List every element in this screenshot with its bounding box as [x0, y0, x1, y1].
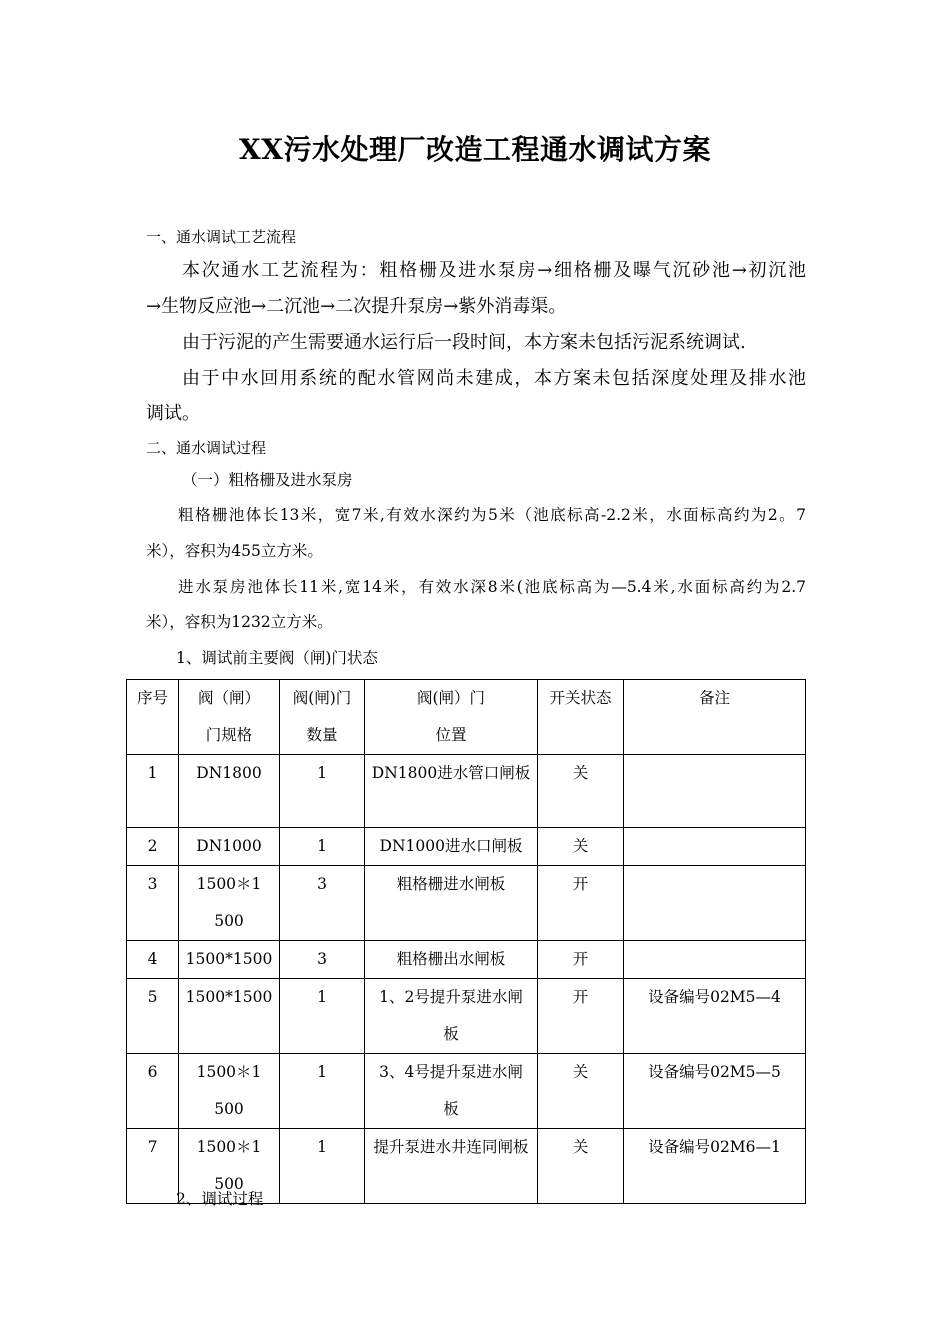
- table-row: [127, 1054, 806, 1129]
- section-heading-process-flow: 一、通水调试工艺流程: [146, 228, 297, 246]
- cell-location: 粗格栅出水闸板: [365, 941, 538, 979]
- item-valve-status-heading: 1、调试前主要阀（闸)门状态: [176, 649, 378, 667]
- header-no: 序号: [127, 680, 179, 755]
- cell-state: 开: [538, 866, 624, 941]
- cell-qty: 1: [280, 755, 365, 828]
- cell-location: DN1800进水管口闸板: [365, 755, 538, 828]
- cell-note: 设备编号02M5—4: [624, 979, 806, 1054]
- cell-location: 3、4号提升泵进水闸板: [365, 1054, 538, 1129]
- table-row: [127, 866, 806, 941]
- cell-no: 6: [127, 1054, 179, 1129]
- cell-qty: 1: [280, 1129, 365, 1204]
- table-row: [127, 755, 806, 828]
- cell-qty: 3: [280, 866, 365, 941]
- paragraph-reuse-note-line-2: 调试。: [146, 403, 200, 424]
- item-debug-process-heading: 2、调试过程: [176, 1190, 264, 1208]
- cell-no: 5: [127, 979, 179, 1054]
- cell-location: 粗格栅进水闸板: [365, 866, 538, 941]
- cell-qty: 1: [280, 979, 365, 1054]
- cell-note: [624, 755, 806, 828]
- cell-spec: DN1800: [179, 755, 280, 828]
- document-title: XX污水处理厂改造工程通水调试方案: [239, 133, 711, 166]
- cell-state: 开: [538, 979, 624, 1054]
- header-spec: 阀（闸） 门规格: [179, 680, 280, 755]
- cell-spec: 1500＊1500: [179, 1129, 280, 1204]
- cell-state: 关: [538, 1129, 624, 1204]
- cell-note: [624, 866, 806, 941]
- table-row: [127, 828, 806, 866]
- cell-no: 3: [127, 866, 179, 941]
- cell-qty: 1: [280, 828, 365, 866]
- cell-note: [624, 941, 806, 979]
- paragraph-coarse-screen-line-1: 粗格栅池体长13米，宽7米,有效水深约为5米（池底标高-2.2米，水面标高约为2。7: [178, 506, 806, 524]
- cell-spec: 1500*1500: [179, 979, 280, 1054]
- cell-note: [624, 828, 806, 866]
- subsection-heading-coarse-screen: （一）粗格栅及进水泵房: [182, 471, 353, 489]
- paragraph-coarse-screen-line-2: 米），容积为455立方米。: [146, 542, 323, 560]
- cell-no: 1: [127, 755, 179, 828]
- cell-location: 1、2号提升泵进水闸板: [365, 979, 538, 1054]
- cell-qty: 3: [280, 941, 365, 979]
- paragraph-pump-house-line-2: 米），容积为1232立方米。: [146, 613, 333, 631]
- paragraph-flow-line-1: 本次通水工艺流程为：粗格栅及进水泵房→细格栅及曝气沉砂池→初沉池: [182, 260, 806, 281]
- cell-no: 2: [127, 828, 179, 866]
- cell-location: 提升泵进水井连同闸板: [365, 1129, 538, 1204]
- cell-no: 4: [127, 941, 179, 979]
- valve-status-table: [126, 679, 806, 1204]
- cell-note: 设备编号02M5—5: [624, 1054, 806, 1129]
- header-qty: 阀(闸)门 数量: [280, 680, 365, 755]
- cell-state: 关: [538, 1054, 624, 1129]
- header-location: 阀(闸）门 位置: [365, 680, 538, 755]
- table-header-row: [127, 680, 806, 755]
- cell-location: DN1000进水口闸板: [365, 828, 538, 866]
- header-note: 备注: [624, 680, 806, 755]
- cell-spec: 1500*1500: [179, 941, 280, 979]
- cell-qty: 1: [280, 1054, 365, 1129]
- table-row: [127, 941, 806, 979]
- table-row: [127, 979, 806, 1054]
- cell-spec: 1500＊1500: [179, 1054, 280, 1129]
- cell-no: 7: [127, 1129, 179, 1204]
- paragraph-sludge-note: 由于污泥的产生需要通水运行后一段时间，本方案未包括污泥系统调试.: [182, 332, 746, 353]
- paragraph-pump-house-line-1: 进水泵房池体长11米,宽14米，有效水深8米(池底标高为—5.4米,水面标高约为2.7: [178, 578, 806, 596]
- cell-spec: 1500＊1500: [179, 866, 280, 941]
- paragraph-flow-line-2: →生物反应池→二沉池→二次提升泵房→紫外消毒渠。: [146, 296, 567, 317]
- paragraph-reuse-note-line-1: 由于中水回用系统的配水管网尚未建成，本方案未包括深度处理及排水池: [182, 368, 806, 389]
- header-state: 开关状态: [538, 680, 624, 755]
- cell-note: 设备编号02M6—1: [624, 1129, 806, 1204]
- cell-state: 开: [538, 941, 624, 979]
- section-heading-process: 二、通水调试过程: [146, 439, 267, 457]
- cell-state: 关: [538, 755, 624, 828]
- cell-state: 关: [538, 828, 624, 866]
- cell-spec: DN1000: [179, 828, 280, 866]
